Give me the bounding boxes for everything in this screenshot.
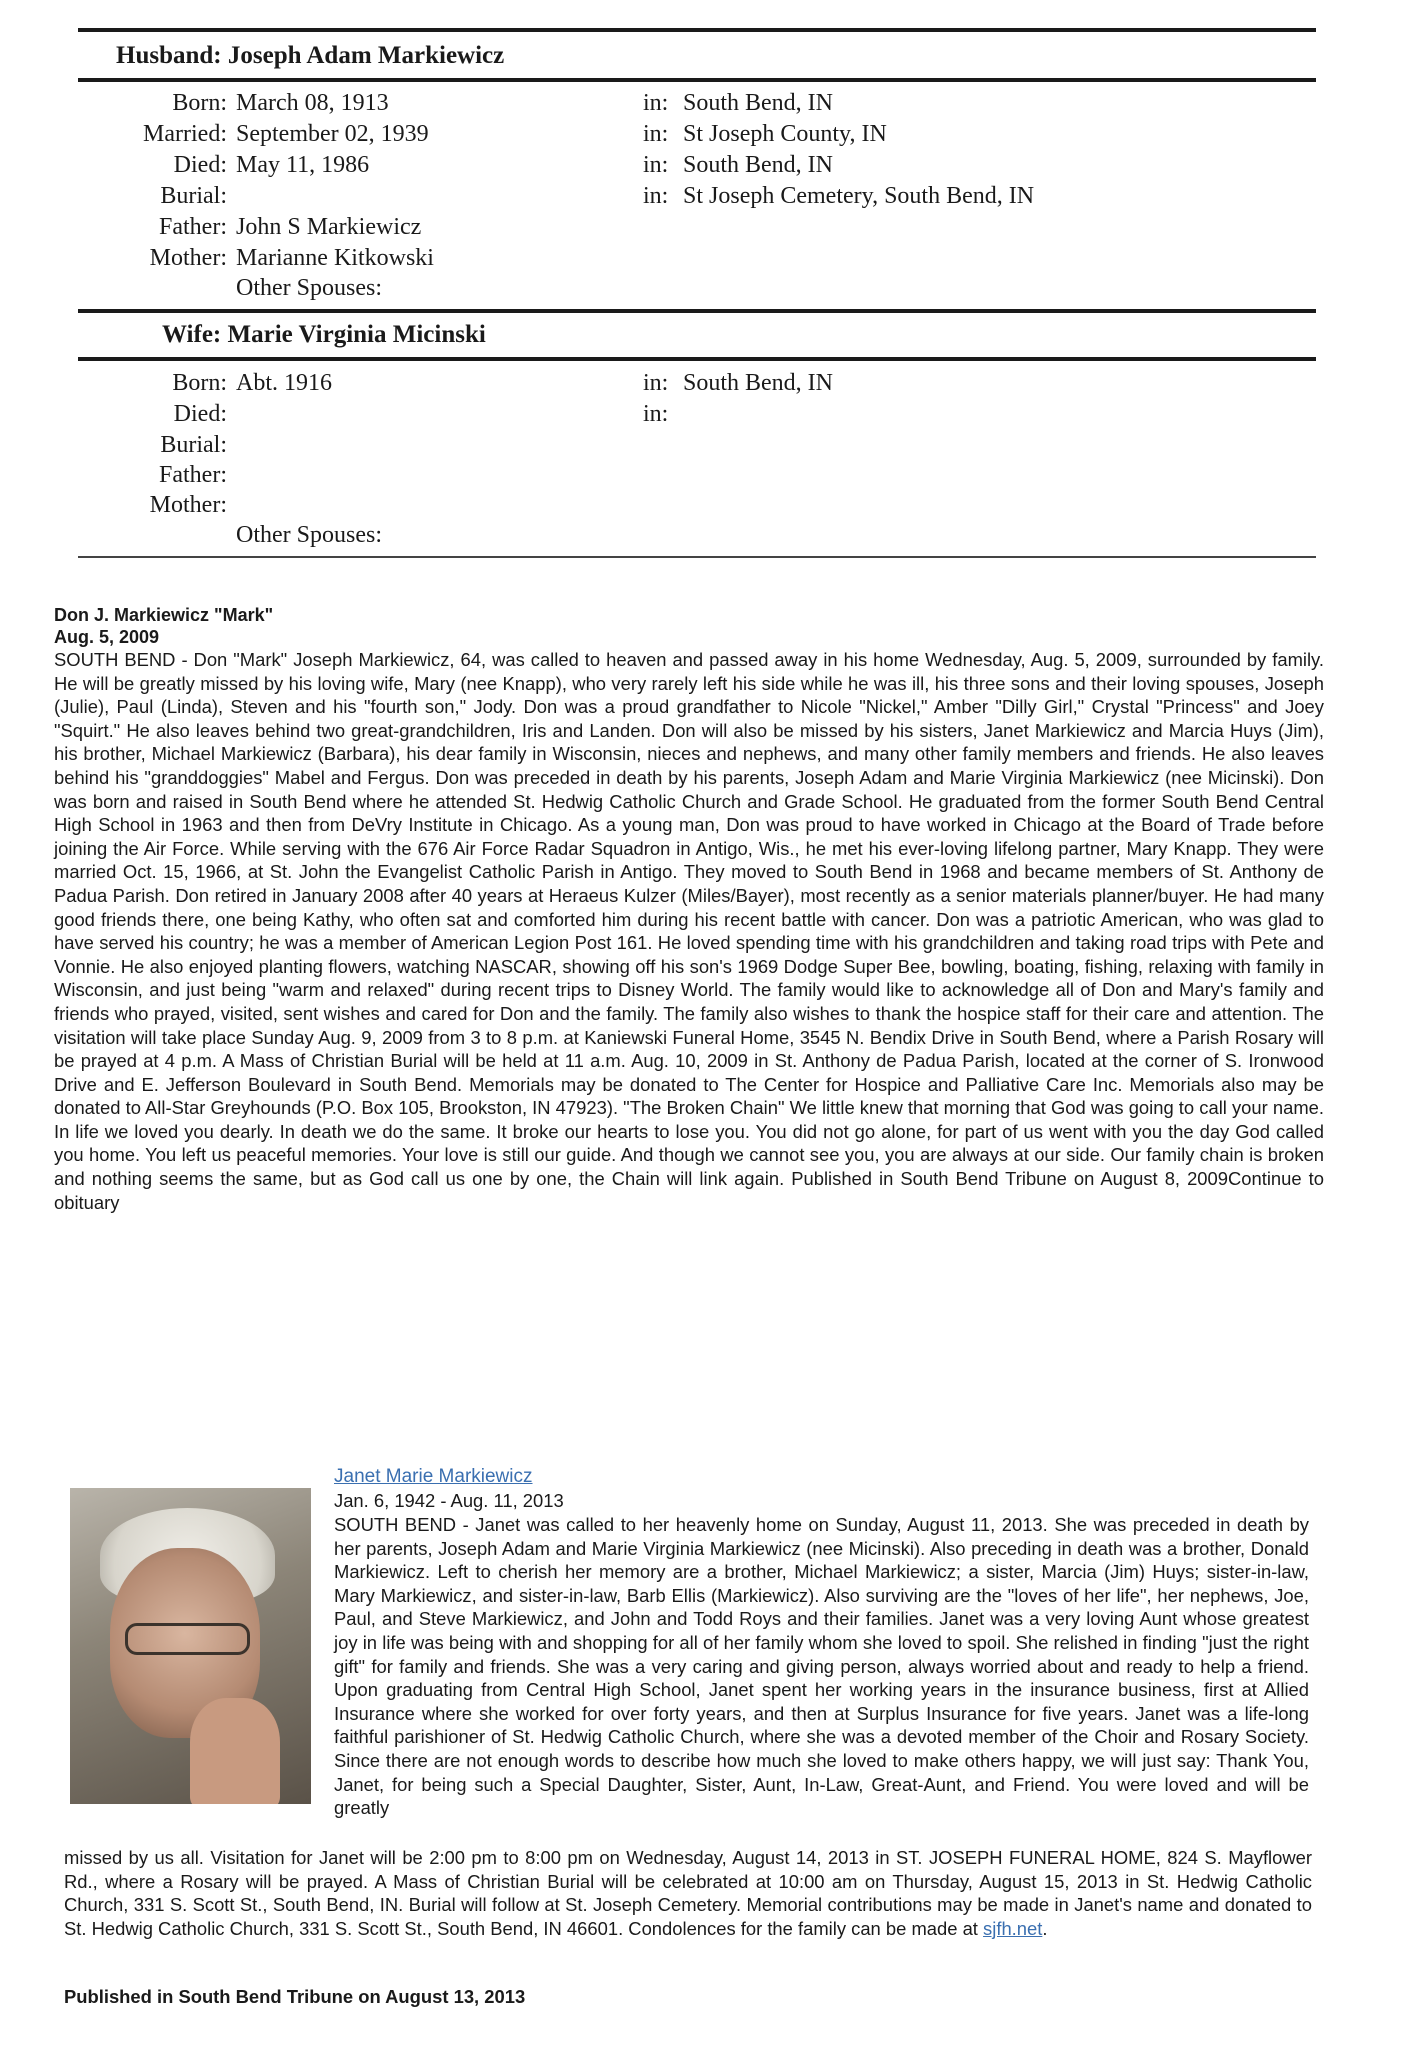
mother-label: Mother: [149, 245, 227, 271]
burial-label: Burial: [160, 432, 227, 458]
wife-other-spouses-row [236, 520, 382, 550]
in-label: in: [643, 90, 669, 116]
wife-rule [78, 357, 1316, 361]
condolences-link[interactable]: sjfh.net [983, 1917, 1043, 1939]
obituary-text: SOUTH BEND - Don "Mark" Joseph Markiewicz, 64, was called to heaven and passed away in his home Wednesday, Aug. 5, 2009, surrounded by family. He will be greatly missed by his loving wife, Mary (nee Knapp), who very rarely left his side while he was ill, his three sons and their loving spouses, Joseph (Julie), Paul (Linda), Steven and his "fourth son," Jody. Don was a proud grandfather to Nicole "Nickel," Amber "Dilly Girl," Crystal "Princess" and Joey "Squirt." He also leaves behind two great-grandchildren, Iris and Landen. Don will also be missed by his sisters, Janet Markiewicz and Marcia Huys (Jim), his brother, Michael Markiewicz (Barbara), his dear family in Wisconsin, nieces and nephews, and many other family members and friends. He also leaves behind his "granddoggies" Mabel and Fergus. Don was preceded in death by his parents, Joseph Adam and Marie Virginia Markiewicz (nee Micinski). Don was born and raised in South Bend where he attended St. Hedwig Catholic Church and Grade School. He graduated from the former South Bend Central High School in 1963 and then from DeVry Institute in Chicago. As a young man, Don was proud to have worked in Chicago at the Board of Trade before joining the Air Force. While serving with the 676 Air Force Radar Squadron in Antigo, Wis., he met his ever-loving lifelong partner, Mary Knapp. They were married Oct. 15, 1966, at St. John the Evangelist Catholic Parish in Antigo. They moved to South Bend in 1968 and became members of St. Anthony de Padua Parish. Don retired in January 2008 after 40 years at Heraeus Kulzer (Miles/Bayer), most recently as a senior materials planner/buyer. He had many good friends there, one being Kathy, who often sat and comforted him during his recent battle with cancer. Don was a patriotic American, who was glad to have served his country; he was a member of American Legion Post 161. He loved spending time with his grandchildren and taking road trips with Pete and Vonnie. He also enjoyed planting flowers, watching NASCAR, showing off his son's 1969 Dodge Super Bee, bowling, boating, fishing, relaxing with family in Wisconsin, and just being "warm and relaxed" during recent trips to Disney World. The family would like to acknowledge all of Don and Mary's family and friends who prayed, visited, sent wishes and cared for Don and the family. The family also wishes to thank the hospice staff for their care and attention. The visitation will take place Sunday Aug. 9, 2009 from 3 to 8 p.m. at Kaniewski Funeral Home, 3545 N. Bendix Drive in South Bend, where a Parish Rosary will be prayed at 4 p.m. A Mass of Christian Burial will be held at 11 a.m. Aug. 10, 2009 in St. Anthony de Padua Parish, located at the corner of S. Ironwood Drive and E. Jefferson Boulevard in South Bend. Memorials may be donated to The Center for Hospice and Palliative Care Inc. Memorials also may be donated to All-Star Greyhounds (P.O. Box 105, Brookston, IN 47923). "The Broken Chain" We little knew that morning that God was going to call your name. In life we loved you dearly. In death we do the same. It broke our hearts to lose you. You did not go alone, for part of us went with you the day God called you home. You left us peaceful memories. Your love is still our guide. And though we cannot see you, you are always at our side. Our family chain is broken and nothing seems the same, but as God call us one by one, the Chain will link again. Published in South Bend Tribune on August 8, 2009Continue to obituary [54, 649, 1324, 1213]
husband-heading [116, 42, 504, 70]
bottom-rule [78, 556, 1316, 558]
husband-died: May 11, 1986 [236, 152, 370, 178]
burial-label: Burial: [160, 183, 227, 209]
wife-heading [162, 321, 486, 349]
obituary-name: Don J. Markiewicz "Mark" [54, 605, 274, 625]
in-label: in: [643, 370, 669, 396]
husband-born-place: South Bend, IN [683, 90, 833, 116]
wife-heading-label: Wife: [162, 321, 222, 348]
born-label: Born: [172, 370, 227, 396]
obituary2-dates: Jan. 6, 1942 - Aug. 11, 2013 [334, 1490, 564, 1511]
married-label: Married: [143, 121, 227, 147]
father-label: Father: [159, 462, 227, 488]
husband-name: Joseph Adam Markiewicz [227, 42, 505, 69]
in-label: in: [643, 183, 669, 209]
husband-mother: Marianne Kitkowski [236, 245, 434, 271]
husband-married-place: St Joseph County, IN [683, 121, 887, 147]
husband-burial-place: St Joseph Cemetery, South Bend, IN [683, 183, 1035, 209]
other-spouses-label: Other Spouses: [236, 275, 382, 301]
husband-rule [78, 78, 1316, 82]
obituary2-name-link[interactable]: Janet Marie Markiewicz [334, 1466, 533, 1487]
husband-father: John S Markiewicz [236, 214, 422, 240]
obituary2-text-top: SOUTH BEND - Janet was called to her heavenly home on Sunday, August 11, 2013. She was preceded in death by her parents, Joseph Adam and Marie Virginia Markiewicz (nee Micinski). Also preceding in death was a brother, Donald Markiewicz. Left to cherish her memory are a brother, Michael Markiewicz; a sister, Marcia (Jim) Huys; sister-in-law, Mary Markiewicz, and sister-in-law, Barb Ellis (Markiewicz). Also surviving are the "loves of her life", her nephews, Joe, Paul, and Steve Markiewicz, and John and Todd Roys and their families. Janet was a very loving Aunt whose greatest joy in life was being with and shopping for all of her family whom she loved to spoil. She relished in finding "just the right gift" for family and friends. She was a very caring and giving person, always worried about and ready to help a friend. Upon graduating from Central High School, Janet spent her working years in the insurance business, first at Allied Insurance where she worked for over forty years, and then at Surplus Insurance for five years. Janet was a life-long faithful parishioner of St. Hedwig Catholic Church, where she was a devoted member of the Choir and Rosary Society. Since there are not enough words to describe how much she loved to make others happy, we will just say: Thank You, Janet, for being such a Special Daughter, Sister, Aunt, In-Law, Great-Aunt, and Friend. You were loved and will be greatly [334, 1514, 1309, 1819]
top-rule [78, 28, 1316, 32]
mother-label: Mother: [149, 492, 227, 518]
wife-born: Abt. 1916 [236, 370, 332, 396]
photo-hand [190, 1698, 280, 1804]
janet-photo [70, 1488, 311, 1804]
photo-glasses [125, 1623, 250, 1655]
wife-born-place: South Bend, IN [683, 370, 833, 396]
in-label: in: [643, 121, 669, 147]
died-label: Died: [173, 401, 227, 427]
husband-born: March 08, 1913 [236, 90, 389, 116]
in-label: in: [643, 152, 669, 178]
obituary-date: Aug. 5, 2009 [54, 627, 160, 647]
husband-heading-label: Husband: [116, 42, 222, 69]
other-spouses-label: Other Spouses: [236, 522, 382, 548]
husband-other-spouses-row [236, 273, 382, 303]
in-label: in: [643, 401, 669, 427]
husband-married: September 02, 1939 [236, 121, 429, 147]
husband-died-place: South Bend, IN [683, 152, 833, 178]
obituary2-text-bottom [64, 1846, 1312, 1940]
obituary2-published: Published in South Bend Tribune on August 13, 2013 [64, 1986, 526, 2007]
obituary2-text-bottom-body: missed by us all. Visitation for Janet will be 2:00 pm to 8:00 pm on Wednesday, August 14, 2013 in ST. JOSEPH FUNERAL HOME, 824 S. Mayflower Rd., where a Rosary will be prayed. A Mass of Christian Burial will be celebrated at 10:00 am on Thursday, August 15, 2013 in St. Hedwig Catholic Church, 331 S. Scott St., South Bend, IN. Burial will follow at St. Joseph Cemetery. Memorial contributions may be made in Janet's name and donated to St. Hedwig Catholic Church, 331 S. Scott St., South Bend, IN 46601. Condolences for the family can be made at [64, 1847, 1312, 1939]
wife-top-rule [78, 309, 1316, 313]
link-suffix: . [1042, 1917, 1048, 1939]
died-label: Died: [173, 152, 227, 178]
born-label: Born: [172, 90, 227, 116]
father-label: Father: [159, 214, 227, 240]
wife-name: Marie Virginia Micinski [227, 321, 486, 348]
